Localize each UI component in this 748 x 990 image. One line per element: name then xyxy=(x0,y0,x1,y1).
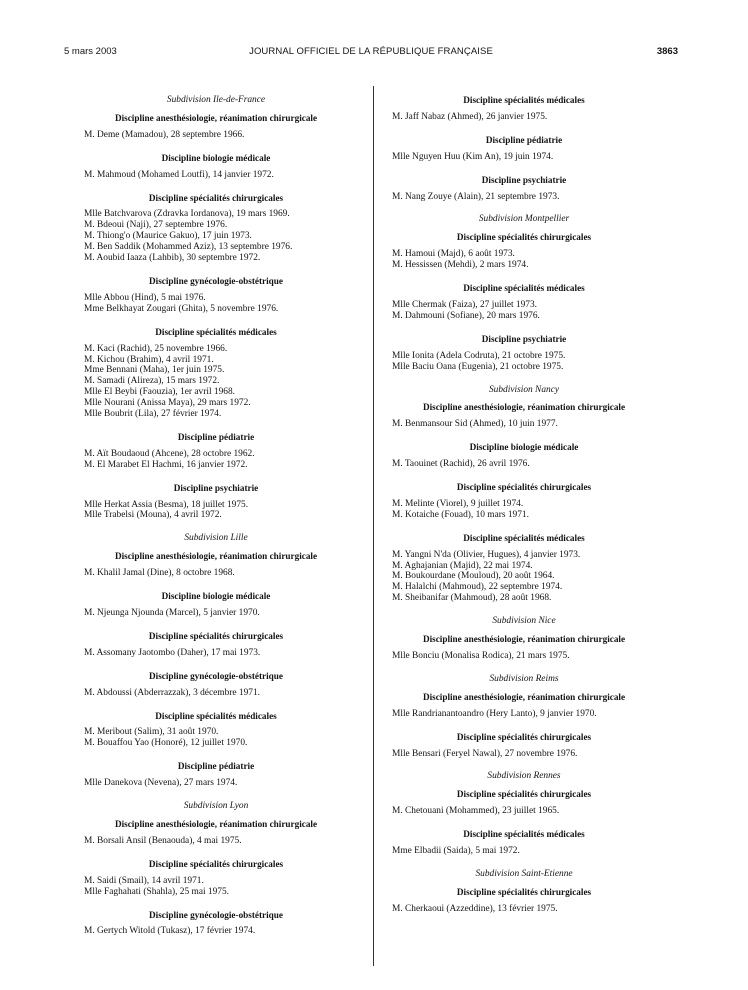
appointee-list xyxy=(81,876,351,898)
discipline-section xyxy=(389,283,659,322)
appointee-entry: Mlle Bensari (Feryel Nawal), 27 novembre 1976. xyxy=(392,748,578,759)
discipline-section xyxy=(389,829,659,857)
appointee-list xyxy=(389,300,659,322)
appointee-entry: Mlle Baciu Oana (Eugenia), 21 octobre 1975. xyxy=(392,361,564,372)
discipline-section xyxy=(389,533,659,604)
subdivision-heading: Subdivision Ile-de-France xyxy=(166,95,266,105)
discipline-heading: Discipline biologie médicale xyxy=(161,591,271,602)
appointee-entry: M. Khalil Jamal (Dine), 8 octobre 1968. xyxy=(84,568,235,579)
discipline-heading: Discipline spécialités chirurgicales xyxy=(148,192,284,203)
discipline-heading: Discipline biologie médicale xyxy=(161,152,271,163)
discipline-heading: Discipline spécialités médicales xyxy=(463,95,585,105)
appointee-entry: M. Kichou (Brahim), 4 avril 1971. xyxy=(84,354,214,365)
appointee-entry: M. Kotaiche (Fouad), 10 mars 1971. xyxy=(392,509,529,520)
appointee-entry: M. Hessissen (Mehdi), 2 mars 1974. xyxy=(392,260,529,271)
discipline-section xyxy=(81,711,351,750)
appointee-list xyxy=(389,152,659,163)
discipline-heading: Discipline anesthésiologie, réanimation chirurgicale xyxy=(114,818,318,829)
appointee-entry: M. Chetouani (Mohammed), 23 juillet 1965. xyxy=(392,806,560,817)
appointee-entry: M. Bouaffou Yao (Honoré), 12 juillet 1970. xyxy=(84,738,248,749)
appointee-entry: M. Aoubid Iaaza (Lahbib), 30 septembre 1972. xyxy=(84,253,261,264)
appointee-entry: M. Aït Boudaoud (Ahcene), 28 octobre 1962. xyxy=(84,448,255,459)
discipline-section xyxy=(389,232,659,271)
discipline-section xyxy=(389,402,659,430)
appointee-entry: M. Gertych Witold (Tukasz), 17 février 1974. xyxy=(84,926,256,937)
appointee-list xyxy=(81,778,351,789)
appointee-entry: Mme Bennani (Maha), 1er juin 1975. xyxy=(84,365,225,376)
discipline-section xyxy=(81,819,351,847)
appointee-list xyxy=(81,836,351,847)
appointee-entry: M. Deme (Mamadou), 28 septembre 1966. xyxy=(84,129,245,140)
discipline-section xyxy=(81,910,351,938)
appointee-list xyxy=(389,709,659,720)
discipline-section xyxy=(81,193,351,264)
appointee-entry: Mlle Trabelsi (Mouna), 4 avril 1972. xyxy=(84,510,222,521)
discipline-heading: Discipline spécialités chirurgicales xyxy=(456,731,592,742)
appointee-entry: M. Samadi (Alireza), 15 mars 1972. xyxy=(84,376,220,387)
appointee-entry: M. Thiong'o (Maurice Gakuo), 17 juin 1973. xyxy=(84,231,252,242)
discipline-heading: Discipline psychiatrie xyxy=(173,482,259,493)
subdivision-heading: Subdivision Reims xyxy=(489,673,559,684)
appointee-list xyxy=(389,249,659,271)
discipline-section xyxy=(81,761,351,789)
appointee-list xyxy=(389,904,659,915)
header-page-number: 3863 xyxy=(656,46,678,57)
discipline-heading: Discipline spécialités chirurgicales xyxy=(148,858,284,869)
discipline-section xyxy=(389,95,659,123)
appointee-entry: M. Benmansour Sid (Ahmed), 10 juin 1977. xyxy=(392,419,558,430)
appointee-entry: Mlle Randrianantoandro (Hery Lanto), 9 janvier 1970. xyxy=(392,708,597,719)
appointee-list xyxy=(389,459,659,470)
discipline-heading: Discipline gynécologie-obstétrique xyxy=(149,670,283,681)
appointee-list xyxy=(389,351,659,373)
appointee-list xyxy=(81,608,351,619)
discipline-heading: Discipline spécialités médicales xyxy=(155,710,277,721)
subdivision-heading: Subdivision Nice xyxy=(492,616,556,627)
subdivision-heading: Subdivision Lille xyxy=(184,533,248,544)
discipline-heading: Discipline spécialités médicales xyxy=(155,326,277,337)
header-date: 5 mars 2003 xyxy=(64,46,117,57)
appointee-entry: M. El Marabet El Hachmi, 16 janvier 1972. xyxy=(84,459,248,470)
left-column xyxy=(81,95,351,949)
appointee-entry: M. Melinte (Viorel), 9 juillet 1974. xyxy=(392,498,524,509)
discipline-heading: Discipline anesthésiologie, réanimation chirurgicale xyxy=(422,691,626,702)
appointee-list xyxy=(81,926,351,937)
discipline-section xyxy=(81,153,351,181)
discipline-heading: Discipline spécialités chirurgicales xyxy=(456,232,592,243)
discipline-section xyxy=(81,432,351,471)
discipline-heading: Discipline spécialités chirurgicales xyxy=(456,789,592,800)
discipline-heading: Discipline spécialités médicales xyxy=(463,283,585,294)
discipline-heading: Discipline spécialités chirurgicales xyxy=(456,482,592,493)
discipline-section xyxy=(389,334,659,373)
appointee-entry: Mlle Nourani (Anissa Maya), 29 mars 1972. xyxy=(84,398,251,409)
header-journal-title: JOURNAL OFFICIEL DE LA RÉPUBLIQUE FRANÇAISE xyxy=(249,46,493,57)
discipline-heading: Discipline spécialités médicales xyxy=(463,829,585,840)
discipline-section xyxy=(389,135,659,163)
subdivision-heading: Subdivision Lyon xyxy=(183,801,249,812)
appointee-entry: M. Jaff Nabaz (Ahmed), 26 janvier 1975. xyxy=(392,111,548,122)
discipline-section xyxy=(81,859,351,898)
discipline-section xyxy=(389,789,659,817)
appointee-entry: Mlle Danekova (Nevena), 27 mars 1974. xyxy=(84,778,238,789)
appointee-list xyxy=(389,806,659,817)
appointee-list xyxy=(389,651,659,662)
column-divider xyxy=(373,86,374,966)
appointee-entry: Mlle Bonciu (Monalisa Rodica), 21 mars 1975. xyxy=(392,651,570,661)
appointee-entry: Mlle Faghahati (Shahla), 25 mai 1975. xyxy=(84,886,230,897)
appointee-entry: M. Boukourdane (Mouloud), 20 août 1964. xyxy=(392,571,555,582)
appointee-list xyxy=(81,449,351,471)
discipline-heading: Discipline spécialités médicales xyxy=(463,532,585,543)
appointee-entry: M. Hamoui (Majd), 6 août 1973. xyxy=(392,249,515,260)
discipline-section xyxy=(81,631,351,659)
appointee-entry: M. Assomany Jaotombo (Daher), 17 mai 1973. xyxy=(84,647,261,658)
discipline-section xyxy=(81,551,351,579)
appointee-entry: Mlle Nguyen Huu (Kim An), 19 juin 1974. xyxy=(392,151,554,162)
appointee-list xyxy=(81,130,351,141)
appointee-list xyxy=(389,749,659,760)
appointee-entry: Mlle Ionita (Adela Codruta), 21 octobre 1975. xyxy=(392,350,566,361)
appointee-entry: Mlle El Beybi (Faouzia), 1er avril 1968. xyxy=(84,387,236,398)
discipline-heading: Discipline psychiatrie xyxy=(481,174,567,185)
discipline-section xyxy=(81,591,351,619)
discipline-section xyxy=(389,442,659,470)
appointee-entry: M. Mahmoud (Mohamed Loutfi), 14 janvier 1972. xyxy=(84,169,274,180)
subdivision-heading: Subdivision Saint-Etienne xyxy=(475,868,573,879)
appointee-entry: Mlle Batchvarova (Zdravka Iordanova), 19 mars 1969. xyxy=(84,209,290,220)
appointee-entry: M. Cherkaoui (Azzeddine), 13 février 1975. xyxy=(392,903,558,914)
discipline-heading: Discipline anesthésiologie, réanimation chirurgicale xyxy=(422,402,626,413)
discipline-section xyxy=(81,671,351,699)
appointee-entry: M. Yangni N'da (Olivier, Hugues), 4 janvier 1973. xyxy=(392,549,581,560)
discipline-section xyxy=(81,276,351,315)
appointee-entry: Mlle Herkat Assia (Besma), 18 juillet 1975. xyxy=(84,499,249,510)
appointee-list xyxy=(81,568,351,579)
discipline-section xyxy=(389,887,659,915)
discipline-heading: Discipline psychiatrie xyxy=(481,333,567,344)
appointee-list xyxy=(81,293,351,315)
appointee-list xyxy=(81,170,351,181)
discipline-heading: Discipline gynécologie-obstétrique xyxy=(149,909,283,920)
discipline-section xyxy=(389,732,659,760)
appointee-list xyxy=(81,500,351,522)
subdivision-heading: Subdivision Rennes xyxy=(487,771,561,782)
discipline-heading: Discipline anesthésiologie, réanimation chirurgicale xyxy=(114,551,318,562)
appointee-list xyxy=(81,209,351,264)
appointee-entry: Mlle Abbou (Hind), 5 mai 1976. xyxy=(84,292,206,303)
discipline-section xyxy=(389,634,659,662)
appointee-list xyxy=(389,112,659,123)
appointee-list xyxy=(81,648,351,659)
discipline-section xyxy=(389,692,659,720)
appointee-entry: M. Dahmouni (Sofiane), 20 mars 1976. xyxy=(392,310,540,321)
subdivision-heading: Subdivision Montpellier xyxy=(478,214,570,225)
appointee-entry: M. Sheibanifar (Mahmoud), 28 août 1968. xyxy=(392,593,552,604)
discipline-heading: Discipline pédiatrie xyxy=(177,761,255,772)
appointee-entry: Mme Belkhayat Zougari (Ghita), 5 novembre 1976. xyxy=(84,303,279,314)
discipline-section xyxy=(81,483,351,522)
appointee-list xyxy=(389,846,659,857)
discipline-heading: Discipline anesthésiologie, réanimation chirurgicale xyxy=(422,634,626,645)
appointee-entry: M. Kaci (Rachid), 25 novembre 1966. xyxy=(84,343,228,354)
discipline-section xyxy=(81,327,351,420)
subdivision-heading: Subdivision Nancy xyxy=(488,384,560,395)
appointee-entry: M. Saidi (Smail), 14 avril 1971. xyxy=(84,875,204,886)
appointee-list xyxy=(81,727,351,749)
appointee-list xyxy=(389,499,659,521)
appointee-entry: M. Aghajanian (Majid), 22 mai 1974. xyxy=(392,560,533,571)
appointee-list xyxy=(81,344,351,420)
discipline-heading: Discipline anesthésiologie, réanimation chirurgicale xyxy=(114,112,318,123)
right-column xyxy=(389,95,659,927)
page-header xyxy=(64,46,678,60)
appointee-entry: Mme Elbadii (Saida), 5 mai 1972. xyxy=(392,846,520,857)
appointee-entry: M. Ben Saddik (Mohammed Aziz), 13 septembre 1976. xyxy=(84,242,293,253)
appointee-entry: M. Halalchi (Mahmoud), 22 septembre 1974. xyxy=(392,582,563,593)
appointee-list xyxy=(389,192,659,203)
appointee-entry: Mlle Chermak (Faiza), 27 juillet 1973. xyxy=(392,299,538,310)
discipline-heading: Discipline gynécologie-obstétrique xyxy=(149,275,283,286)
appointee-entry: M. Bdeoui (Naji), 27 septembre 1976. xyxy=(84,220,228,231)
discipline-section xyxy=(389,482,659,521)
appointee-entry: M. Abdoussi (Abderrazzak), 3 décembre 1971. xyxy=(84,687,260,698)
appointee-entry: M. Borsali Ansil (Benaouda), 4 mai 1975. xyxy=(84,835,242,846)
appointee-entry: M. Nang Zouye (Alain), 21 septembre 1973. xyxy=(392,191,560,202)
appointee-entry: Mlle Boubrit (Lila), 27 février 1974. xyxy=(84,409,222,420)
discipline-heading: Discipline spécialités chirurgicales xyxy=(148,630,284,641)
appointee-list xyxy=(389,550,659,605)
appointee-entry: M. Taouinet (Rachid), 26 avril 1976. xyxy=(392,459,530,470)
appointee-entry: M. Njeunga Njounda (Marcel), 5 janvier 1970. xyxy=(84,608,260,618)
appointee-list xyxy=(81,688,351,699)
appointee-entry: M. Meribout (Salim), 31 août 1970. xyxy=(84,727,219,738)
discipline-section xyxy=(81,113,351,141)
discipline-heading: Discipline biologie médicale xyxy=(469,442,579,453)
discipline-heading: Discipline pédiatrie xyxy=(485,134,563,145)
appointee-list xyxy=(389,419,659,430)
discipline-heading: Discipline spécialités chirurgicales xyxy=(456,886,592,897)
discipline-heading: Discipline pédiatrie xyxy=(177,431,255,442)
discipline-section xyxy=(389,175,659,203)
